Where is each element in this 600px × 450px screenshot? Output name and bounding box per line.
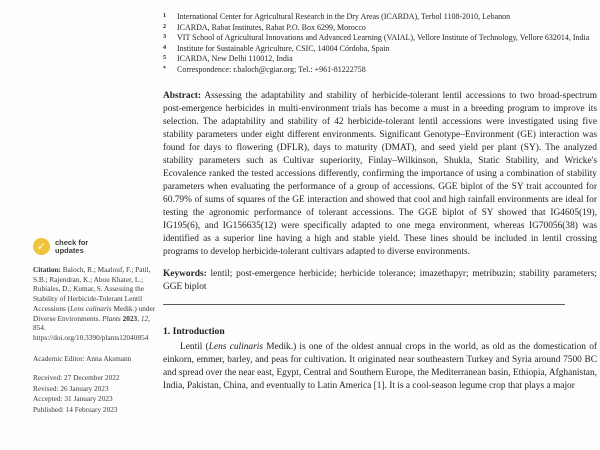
- affiliation-item-correspondence: [163, 65, 597, 76]
- history-dates: [33, 373, 161, 415]
- intro-species: Lens culinaris: [208, 341, 264, 352]
- accepted-value: 31 January 2023: [62, 394, 113, 404]
- affiliations-list: [163, 12, 597, 76]
- intro-text-post: Medik.) is one of the oldest annual crops in the world, as old as the domestication of einkorn, emmer, barley, and peas for cultivation. It originated near southeastern Turkey and Syria around 7500 BC and spread over the near east, Egypt, Central and Southern Europe, the Mediterranean basin, Ethiopia, Afghanistan, India, Pakistan, China, and eventually to Latin America [1]. It is a cool-season legume crop that plays a major: [163, 341, 598, 391]
- check-for-updates-label: [55, 239, 88, 255]
- accepted-date: [33, 394, 161, 404]
- revised-value: 26 January 2023: [58, 383, 109, 393]
- affiliation-marker: 4: [163, 43, 167, 51]
- citation-title-rest: Medik.) under Diverse Environments.: [33, 303, 156, 323]
- citation-pages: , 854.: [33, 313, 150, 333]
- intro-text-pre: Lentil (: [180, 341, 209, 352]
- affiliation-item: [163, 33, 597, 44]
- affiliation-marker: 3: [163, 33, 167, 41]
- received-label: Received:: [33, 373, 63, 383]
- affiliation-text: ICARDA, New Delhi 110012, India: [177, 54, 293, 64]
- abstract-paragraph: [163, 90, 597, 259]
- received-value: 27 December 2022: [62, 373, 120, 383]
- citation-volume: 12: [140, 313, 149, 323]
- main-column: [163, 12, 597, 393]
- keywords-label: Keywords:: [163, 268, 207, 279]
- revised-label: Revised:: [33, 383, 59, 393]
- correspondence-text[interactable]: Correspondence: r.baloch@cgiar.org; Tel.: +961-81222758: [177, 64, 366, 74]
- academic-editor-name: Anna Aksmann: [84, 353, 132, 363]
- affiliation-item: [163, 12, 597, 23]
- academic-editor-line: [33, 354, 161, 364]
- affiliation-marker: 1: [163, 12, 167, 19]
- affiliation-item: [163, 54, 597, 65]
- affiliation-text: Institute for Sustainable Agriculture, CSIC, 14004 Córdoba, Spain: [177, 43, 390, 53]
- citation-species: Lens culinaris: [70, 303, 112, 313]
- affiliation-marker: 2: [163, 22, 167, 30]
- keywords-paragraph: [163, 268, 597, 294]
- affiliation-item: [163, 44, 597, 55]
- crossmark-check-icon: ✓: [33, 238, 50, 255]
- citation-sep: ,: [137, 313, 141, 323]
- introduction-paragraph: [163, 341, 597, 393]
- introduction-heading: 1. Introduction: [163, 325, 225, 337]
- affiliation-text: ICARDA, Rabat Institutes, Rabat P.O. Box 6299, Morocco: [177, 22, 366, 32]
- keywords-text: lentil; post-emergence herbicide; herbicide tolerance; imazethapyr; metribuzin; stability parameters; GGE biplot: [163, 268, 597, 292]
- abstract-text: Assessing the adaptability and stability of herbicide-tolerant lentil accessions to two broad-spectrum post-emergence herbicides in multi-environment trials has become a must in a breeding program to improve its selection. The adaptability and stability of 42 herbicide-tolerant lentil accessions were investigated using five stability parameters under eight different environments. Significant Genotype–Environment (GE) interaction was found for days to flowering (DFLR), days to maturity (DMAT), and seed yield per plant (SY). The analyzed stability parameters such as Cultivar superiority, Finlay–Wilkinson, Shukla, Static Stability, and Wricke's Ecovalence ranked the tested accessions differently, confirming the importance of using a combination of stability parameters when evaluating the performance of a group of accessions. GGE biplot of the SY trait accounted for 60.79% of sums of squares of the GE interaction and showed that cool and high rainfall environments are ideal for testing the agronomic performance of tolerant accessions. The GGE biplot of SY showed that IG4605(19), IG195(6), and IG156635(12) were specifically adapted to one mega environment, whereas IG70056(38) was identified as a superior line having a high and stable yield. These lines should be included in lentil crossing programs to develop herbicide-tolerant cultivars adapted to diverse environments.: [163, 90, 597, 257]
- doi-link[interactable]: https://doi.org/10.3390/plants12040854: [33, 332, 149, 342]
- affiliation-text: VIT School of Agricultural Innovations and Advanced Learning (VAIAL), Vellore Institute of Technology, Vellore 632014, India: [177, 33, 590, 43]
- badge-line2: updates: [55, 245, 84, 255]
- accepted-label: Accepted:: [33, 394, 63, 404]
- check-for-updates-badge[interactable]: [33, 238, 161, 255]
- citation-block: [33, 265, 161, 343]
- published-value: 14 February 2023: [63, 404, 118, 414]
- published-date: [33, 405, 161, 415]
- affiliation-item: [163, 23, 597, 34]
- citation-journal: Plants: [102, 313, 121, 323]
- affiliation-marker: 5: [163, 54, 167, 62]
- section-divider: [163, 304, 565, 305]
- revised-date: [33, 384, 161, 394]
- badge-line1: check for: [55, 237, 89, 247]
- citation-authors-title: Baloch, R.; Maalouf, F.; Patil, S.B.; Rajendran, K.; Abou Khater, L.; Rubiales, D.; Kumar, S. Assessing the Stability of Herbicide-Tolerant Lentil Accessions (: [33, 265, 151, 313]
- received-date: [33, 373, 161, 383]
- citation-year: 2023: [122, 313, 138, 323]
- abstract-label: Abstract:: [163, 90, 202, 101]
- citation-label: Citation:: [33, 265, 61, 274]
- sidebar: [33, 238, 161, 415]
- published-label: Published:: [33, 404, 64, 414]
- correspondence-marker: *: [163, 64, 167, 72]
- academic-editor-label: Academic Editor:: [33, 353, 85, 363]
- affiliation-text: International Center for Agricultural Research in the Dry Areas (ICARDA), Terbol 1108-2010, Lebanon: [177, 12, 511, 21]
